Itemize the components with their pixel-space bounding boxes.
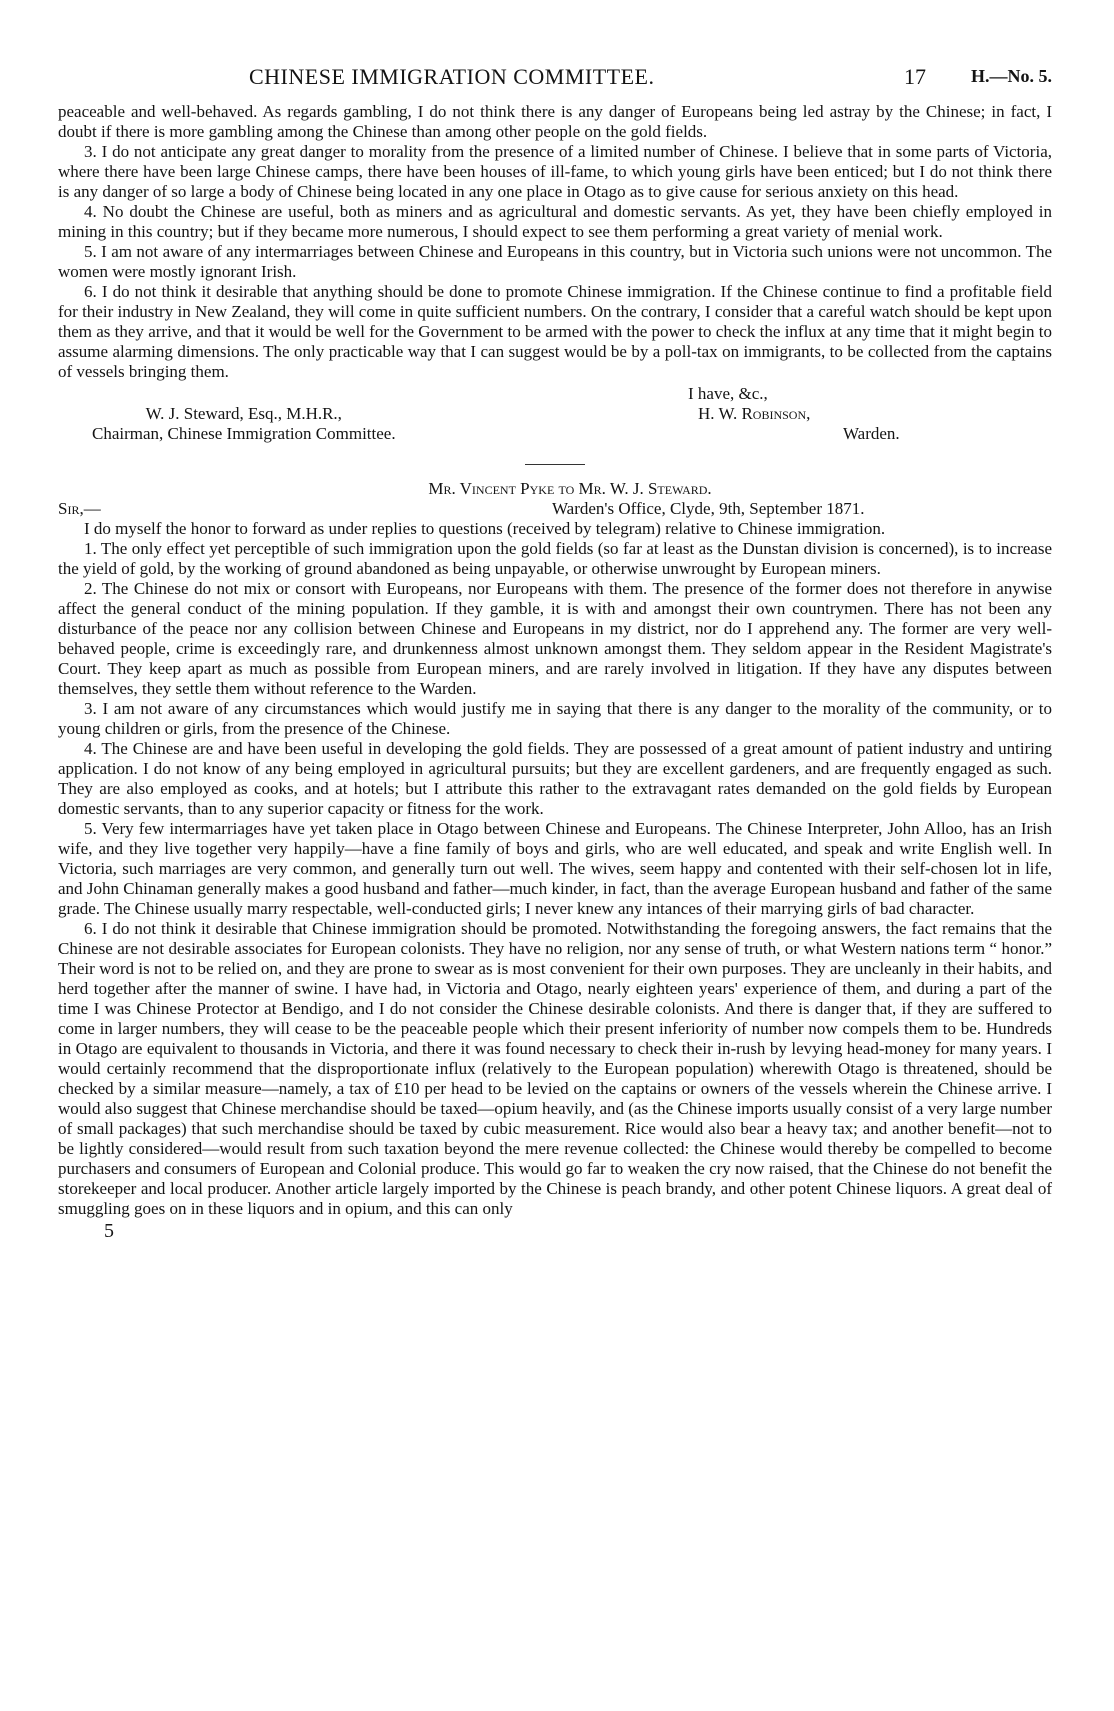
letter-heading: Mr. Vincent Pyke to Mr. W. J. Steward. xyxy=(428,479,712,498)
page-header xyxy=(58,64,1052,94)
paragraph: 5. Very few intermarriages have yet taken place in Otago between Chinese and Europeans. The Chinese Interpreter, John Alloo, has an Irish wife, and they live together very happily—have a fine family of boys and girls, who are well educated, and speak and write English well. In Victoria, such marriages are very common, and generally turn out well. The wives, seem happy and contented with their self-chosen lot in life, and John Chinaman generally makes a good husband and father—much kinder, in fact, than the average European husband and father of the same grade. The Chinese usually marry respectable, well-conducted girls; I never knew any intances of their marrying girls of bad character. xyxy=(58,819,1052,918)
signature-title: Warden. xyxy=(843,424,900,443)
paragraph: 1. The only effect yet perceptible of such immigration upon the gold fields (so far at least as the Dunstan division is concerned), is to increase the yield of gold, by the working of ground abandoned as being unpayable, or otherwise unwrought by European miners. xyxy=(58,539,1052,578)
letter-closing xyxy=(58,384,1052,446)
paragraph: 3. I am not aware of any circumstances which would justify me in saying that there is any danger to the morality of the community, or to young children or girls, from the presence of the Chinese. xyxy=(58,699,1052,738)
paragraph: peaceable and well-behaved. As regards gambling, I do not think there is any danger of Europeans being led astray by the Chinese; in fact, I doubt if there is more gambling among the Chinese than among other people on the gold fields. xyxy=(58,102,1052,141)
paragraph: 6. I do not think it desirable that anything should be done to promote Chinese immigration. If the Chinese continue to find a profitable field for their industry in New Zealand, they will come in quite sufficient numbers. On the contrary, I consider that a careful watch should be kept upon them as they arrive, and that it would be well for the Government to be armed with the power to check the influx at any time that it might begin to assume alarming dimensions. The only practicable way that I can suggest would be by a poll-tax on immigrants, to be collected from the captains of vessels bringing them. xyxy=(58,282,1052,381)
sheet-signature-mark: 5 xyxy=(104,1220,114,1242)
document-reference: H.—No. 5. xyxy=(971,66,1052,86)
signature-block xyxy=(648,384,900,444)
paragraph: I do myself the honor to forward as under replies to questions (received by telegram) relative to Chinese immigration. xyxy=(84,519,886,538)
addressee-block xyxy=(92,404,396,444)
running-title: CHINESE IMMIGRATION COMMITTEE. xyxy=(249,64,655,89)
document-page xyxy=(58,0,1052,1711)
page-number: 17 xyxy=(904,64,926,89)
section-divider xyxy=(525,464,585,465)
addressee-name: W. J. Steward, Esq., M.H.R., xyxy=(145,404,342,423)
paragraph: 5. I am not aware of any intermarriages between Chinese and Europeans in this country, but in Victoria such unions were not uncommon. The women were mostly ignorant Irish. xyxy=(58,242,1052,281)
paragraph: 3. I do not anticipate any great danger to morality from the presence of a limited number of Chinese. I believe that in some parts of Victoria, where there have been large Chinese camps, there have been houses of ill-fame, to which young girls have been enticed; but I do not think there is any danger of so large a body of Chinese being located in any one place in Otago as to give cause for serious anxiety on this head. xyxy=(58,142,1052,201)
sign-off: I have, &c., xyxy=(688,384,768,403)
salutation: Sir,— xyxy=(58,499,101,518)
salutation-line xyxy=(58,499,1052,519)
paragraph: 2. The Chinese do not mix or consort with Europeans, nor Europeans with them. The presence of the former does not therefore in anywise affect the general conduct of the mining population. If they gamble, it is with and amongst their own countrymen. There has not been any disturbance of the peace nor any collision between Chinese and Europeans in my district, nor do I apprehend any. The former are very well-behaved people, crime is exceedingly rare, and drunkenness almost unknown amongst them. They seldom appear in the Resident Magistrate's Court. They keep apart as much as possible from European miners, and are rarely involved in litigation. If they have any disputes between themselves, they settle them without reference to the Warden. xyxy=(58,579,1052,698)
document-body xyxy=(58,102,1052,1241)
paragraph: 4. The Chinese are and have been useful in developing the gold fields. They are possessed of a great amount of patient industry and untiring application. I do not know of any being employed in agricultural pursuits; but they are excellent gardeners, and are frequently engaged as such. They are also employed as cooks, and at hotels; but I attribute this rather to the extravagant rates demanded on the gold fields by European domestic servants, than to any superior capacity or fitness for the work. xyxy=(58,739,1052,818)
addressee-title: Chairman, Chinese Immigration Committee. xyxy=(92,424,396,443)
signature-name: H. W. Robinson, xyxy=(698,404,811,423)
sender-address: Warden's Office, Clyde, 9th, September 1871. xyxy=(552,499,865,518)
paragraph: 4. No doubt the Chinese are useful, both as miners and as agricultural and domestic servants. As yet, they have been chiefly employed in mining in this country; but if they became more numerous, I should expect to see them performing a great variety of menial work. xyxy=(58,202,1052,241)
paragraph: 6. I do not think it desirable that Chinese immigration should be promoted. Notwithstanding the foregoing answers, the fact remains that the Chinese are not desirable associates for European colonists. They have no religion, nor any sense of truth, or what Western nations term “ honor.” Their word is not to be relied on, and they are prone to swear as is most convenient for their own purposes. They are uncleanly in their habits, and herd together after the manner of swine. I have had, in Victoria and Otago, nearly eighteen years' experience of them, and during a part of the time I was Chinese Protector at Bendigo, and I do not consider the Chinese desirable colonists. And there is danger that, if they are suffered to come in larger numbers, they will cease to be the peaceable people which their present inferiority of number now compels them to be. Hundreds in Otago are equivalent to thousands in Victoria, and there it was found necessary to check their in-rush by levying head-money for many years. I would certainly recommend that the disproportionate influx (relatively to the European population) wherewith Otago is threatened, should be checked by a similar measure—namely, a tax of £10 per head to be levied on the captains or owners of the vessels wherein the Chinese arrive. I would also suggest that Chinese merchandise should be taxed—opium heavily, and (as the Chinese imports usually consist of a very large number of small packages) that such merchandise should be taxed by cubic measurement. Rice would also bear a heavy tax; and another benefit—not to be lightly considered—would result from such taxation beyond the mere revenue collected: the Chinese would thereby be compelled to become purchasers and consumers of European and Colonial produce. This would go far to weaken the cry now raised, that the Chinese do not benefit the storekeeper and local producer. Another article largely imported by the Chinese is peach brandy, and other potent Chinese liquors. A great deal of smuggling goes on in these liquors and in opium, and this can only xyxy=(58,919,1052,1218)
